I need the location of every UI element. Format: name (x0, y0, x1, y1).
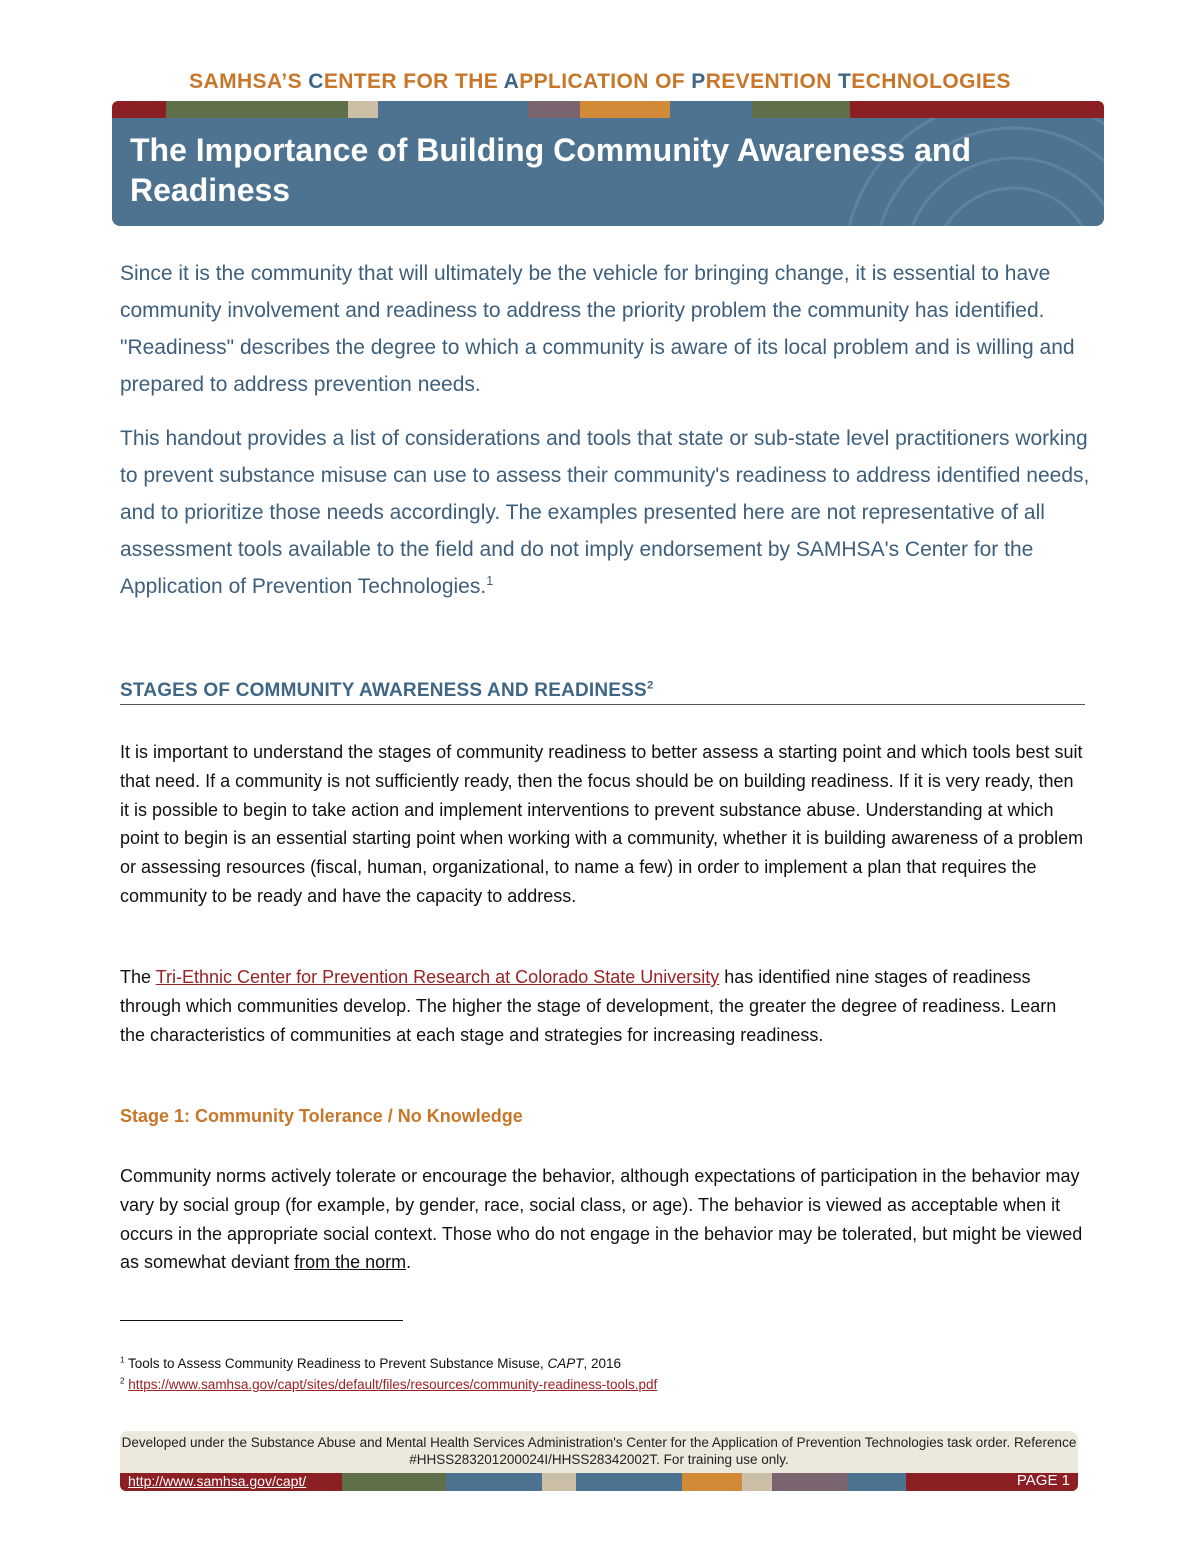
stripe-segment (542, 1473, 576, 1491)
page-number: PAGE 1 (1016, 1472, 1070, 1489)
org-header-part: SAMHSA’S (189, 70, 309, 93)
stage-1-end: . (406, 1252, 412, 1273)
stripe-segment (580, 101, 670, 118)
org-header-part: ECHNOLOGIES (851, 70, 1011, 93)
footnote-ref-2[interactable]: 2 (646, 679, 654, 692)
section-heading (120, 680, 1085, 705)
footnote-1-italic: CAPT (547, 1356, 584, 1371)
tri-ethnic-center-link[interactable]: Tri-Ethnic Center for Prevention Research at Colorado State University (155, 967, 720, 987)
stripe-segment (446, 1473, 542, 1491)
footnote-1 (120, 1355, 621, 1372)
intro-paragraph-2-text: This handout provides a list of considerations and tools that state or sub-state level practitioners working to prevent substance misuse can use to assess their community's readiness to address identified needs, and to prioritize those needs accordingly. The examples presented here are not representative of all assessment tools available to the field and do not imply endorsement by SAMHSA's Center for the Application of Prevention Technologies. (120, 427, 1090, 598)
title-band (112, 118, 1104, 226)
stage-1-underlined: from the norm (294, 1252, 407, 1273)
footer-note: Developed under the Substance Abuse and Mental Health Services Administration's Center for the Application of Prevention Technologies task order. Reference #HHSS283201200024I/HHSS28342002T. For training use only. (120, 1431, 1078, 1473)
org-header-part: PPLICATION OF (519, 70, 692, 93)
org-header-part: T (838, 70, 852, 93)
stages-paragraph-2 (120, 963, 1085, 1049)
org-header-part: REVENTION (705, 70, 839, 93)
stripe-segment (342, 1473, 446, 1491)
footnote-1-text: Tools to Assess Community Readiness to Prevent Substance Misuse, (124, 1356, 548, 1371)
org-header-part: P (691, 70, 706, 93)
stages-paragraph-1: It is important to understand the stages of community readiness to better assess a starting point and which tools best suit that need. If a community is not sufficiently ready, then the focus should be on building readiness. If it is very ready, then it is possible to begin to take action and implement interventions to prevent substance abuse. Understanding at which point to begin is an essential starting point when working with a community, whether it is building awareness of a problem or assessing resources (fiscal, human, organizational, to name a few) in order to implement a plan that requires the community to be ready and have the capacity to address. (120, 742, 1084, 906)
intro-paragraph-1: Since it is the community that will ultimately be the vehicle for bringing change, it is essential to have community involvement and readiness to address the priority problem the community has identified. "Readiness" describes the degree to which a community is aware of its local problem and is willing and prepared to address prevention needs. (120, 262, 1075, 396)
stripe-segment (682, 1473, 742, 1491)
stripe-segment (112, 101, 166, 118)
stages-paragraph-2-post: has identified nine stages of readiness through which communities develop. The higher the stage of development, the greater the degree of readiness. Learn the characteristics of communities at each stage and strategies for increasing readiness. (120, 967, 1057, 1045)
org-header (0, 70, 1200, 94)
stripe-segment (742, 1473, 772, 1491)
footnote-ref-1[interactable]: 1 (486, 574, 494, 588)
footnote-2 (120, 1376, 657, 1393)
stage-1-body: Community norms actively tolerate or encourage the behavior, although expectations of participation in the behavior may vary by social group (for example, by gender, race, social class, or age). The behavior is viewed as acceptable when it occurs in the appropriate social context. Those who do not engage in the behavior may be tolerated, but might be viewed as somewhat deviant (120, 1166, 1083, 1273)
stripe-segment (850, 101, 1104, 118)
stripe-segment (166, 101, 348, 118)
stripe-segment (772, 1473, 848, 1491)
org-header-part: A (503, 70, 520, 93)
org-header-part: ENTER FOR THE (323, 70, 504, 93)
section-heading-text: STAGES OF COMMUNITY AWARENESS AND READINESS (120, 680, 647, 701)
stripe-segment (348, 101, 378, 118)
color-stripe-top (112, 101, 1104, 118)
footnote-divider (120, 1320, 403, 1321)
stripe-segment (576, 1473, 682, 1491)
footer-url-link[interactable]: http://www.samhsa.gov/capt/ (128, 1473, 307, 1489)
footnote-1-number: 1 (120, 1355, 125, 1365)
intro-paragraph-2 (120, 420, 1090, 605)
stripe-segment (848, 1473, 906, 1491)
stripe-segment (378, 101, 528, 118)
footnote-2-link[interactable]: https://www.samhsa.gov/capt/sites/default/files/resources/community-readiness-tools.pdf (128, 1377, 658, 1392)
footnote-1-end: , 2016 (583, 1356, 622, 1371)
stages-paragraph-2-pre: The (120, 967, 156, 987)
footnote-2-number: 2 (120, 1376, 125, 1386)
stage-1-paragraph (120, 1162, 1085, 1277)
stripe-segment (670, 101, 752, 118)
stage-1-heading: Stage 1: Community Tolerance / No Knowledge (120, 1106, 523, 1126)
stripe-segment (528, 101, 580, 118)
page-title: The Importance of Building Community Awareness and Readiness (130, 132, 971, 208)
stripe-segment (752, 101, 850, 118)
org-header-part: C (308, 70, 324, 93)
